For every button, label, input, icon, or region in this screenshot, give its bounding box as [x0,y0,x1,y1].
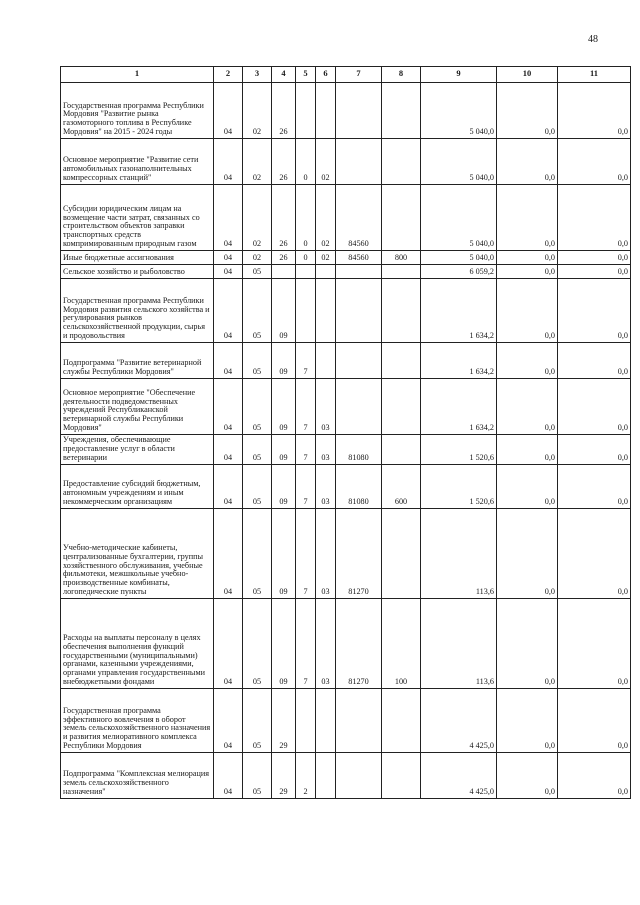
program-code-cell: 09 [272,465,296,509]
program-code-cell: 26 [272,251,296,265]
subsection-code-cell: 02 [243,83,272,139]
section-code-cell: 04 [214,689,243,753]
program-code-cell: 26 [272,139,296,185]
program-code-cell: 09 [272,435,296,465]
section-code-cell: 04 [214,599,243,689]
activity-code-cell [316,689,336,753]
section-code-cell: 04 [214,343,243,379]
direction-code-cell [336,689,382,753]
section-code-cell: 04 [214,251,243,265]
section-code-cell: 04 [214,379,243,435]
direction-code-cell: 81270 [336,509,382,599]
subprogram-code-cell: 0 [296,251,316,265]
subprogram-code-cell [296,279,316,343]
program-code-cell: 26 [272,185,296,251]
amount-year3-cell: 0,0 [558,83,631,139]
subprogram-code-cell: 0 [296,139,316,185]
amount-year1-cell: 113,6 [421,509,497,599]
direction-code-cell: 84560 [336,185,382,251]
direction-code-cell [336,279,382,343]
program-code-cell: 29 [272,689,296,753]
subprogram-code-cell: 7 [296,379,316,435]
amount-year2-cell: 0,0 [497,509,558,599]
budget-table [60,66,631,799]
column-header: 7 [336,67,382,83]
column-header: 2 [214,67,243,83]
expense-type-cell [382,753,421,799]
amount-year3-cell: 0,0 [558,599,631,689]
column-header: 10 [497,67,558,83]
amount-year1-cell: 1 520,6 [421,465,497,509]
section-code-cell: 04 [214,465,243,509]
subsection-code-cell: 05 [243,465,272,509]
amount-year2-cell: 0,0 [497,689,558,753]
amount-year3-cell: 0,0 [558,465,631,509]
activity-code-cell: 03 [316,599,336,689]
program-code-cell: 29 [272,753,296,799]
expense-type-cell [382,83,421,139]
table-header-row [61,67,631,83]
program-code-cell: 26 [272,83,296,139]
row-name-cell: Государственная программа Республики Мордовия "Развитие рынка газомоторного топлива в Республике Мордовия" на 2015 - 2024 годы [61,83,214,139]
row-name-cell: Государственная программа Республики Мордовия развития сельского хозяйства и регулирования рынков сельскохозяйственной продукции, сырья и продовольствия [61,279,214,343]
direction-code-cell: 84560 [336,251,382,265]
subsection-code-cell: 05 [243,509,272,599]
subsection-code-cell: 02 [243,251,272,265]
amount-year1-cell: 1 634,2 [421,379,497,435]
section-code-cell: 04 [214,83,243,139]
table-row [61,753,631,799]
row-name-cell: Сельское хозяйство и рыболовство [61,265,214,279]
amount-year1-cell: 6 059,2 [421,265,497,279]
program-code-cell: 09 [272,599,296,689]
row-name-cell: Иные бюджетные ассигнования [61,251,214,265]
expense-type-cell: 600 [382,465,421,509]
row-name-cell: Подпрограмма "Комплексная мелиорация земель сельскохозяйственного назначения" [61,753,214,799]
subprogram-code-cell: 7 [296,465,316,509]
row-name-cell: Подпрограмма "Развитие ветеринарной службы Республики Мордовия" [61,343,214,379]
amount-year3-cell: 0,0 [558,139,631,185]
activity-code-cell: 03 [316,509,336,599]
subprogram-code-cell [296,689,316,753]
program-code-cell [272,265,296,279]
subsection-code-cell: 05 [243,689,272,753]
page-number: 48 [588,34,598,45]
column-header: 9 [421,67,497,83]
amount-year1-cell: 1 634,2 [421,343,497,379]
amount-year1-cell: 4 425,0 [421,753,497,799]
direction-code-cell: 81080 [336,465,382,509]
table-row [61,251,631,265]
amount-year1-cell: 113,6 [421,599,497,689]
table-row [61,509,631,599]
amount-year3-cell: 0,0 [558,265,631,279]
activity-code-cell: 03 [316,435,336,465]
table-row [61,279,631,343]
subsection-code-cell: 05 [243,435,272,465]
amount-year3-cell: 0,0 [558,435,631,465]
amount-year2-cell: 0,0 [497,465,558,509]
amount-year2-cell: 0,0 [497,139,558,185]
row-name-cell: Учреждения, обеспечивающие предоставление услуг в области ветеринарии [61,435,214,465]
expense-type-cell [382,185,421,251]
table-row [61,265,631,279]
amount-year3-cell: 0,0 [558,251,631,265]
section-code-cell: 04 [214,753,243,799]
section-code-cell: 04 [214,509,243,599]
amount-year2-cell: 0,0 [497,343,558,379]
subsection-code-cell: 05 [243,753,272,799]
table-row [61,83,631,139]
subsection-code-cell: 05 [243,265,272,279]
amount-year2-cell: 0,0 [497,435,558,465]
expense-type-cell [382,379,421,435]
row-name-cell: Основное мероприятие "Развитие сети автомобильных газонаполнительных компрессорных станций" [61,139,214,185]
amount-year2-cell: 0,0 [497,185,558,251]
amount-year3-cell: 0,0 [558,279,631,343]
row-name-cell: Расходы на выплаты персоналу в целях обеспечения выполнения функций государственными (муниципальными) органами, казенными учреждениями, органами управления государственными внебюджетными фондами [61,599,214,689]
direction-code-cell [336,379,382,435]
table-row [61,379,631,435]
amount-year1-cell: 1 520,6 [421,435,497,465]
amount-year1-cell: 4 425,0 [421,689,497,753]
table-row [61,185,631,251]
subprogram-code-cell: 2 [296,753,316,799]
expense-type-cell: 800 [382,251,421,265]
section-code-cell: 04 [214,185,243,251]
activity-code-cell [316,83,336,139]
amount-year3-cell: 0,0 [558,753,631,799]
direction-code-cell [336,265,382,279]
expense-type-cell [382,435,421,465]
amount-year3-cell: 0,0 [558,689,631,753]
expense-type-cell [382,279,421,343]
program-code-cell: 09 [272,343,296,379]
expense-type-cell: 100 [382,599,421,689]
activity-code-cell: 03 [316,465,336,509]
table-row [61,465,631,509]
table-row [61,599,631,689]
amount-year3-cell: 0,0 [558,185,631,251]
amount-year1-cell: 5 040,0 [421,251,497,265]
amount-year3-cell: 0,0 [558,509,631,599]
program-code-cell: 09 [272,279,296,343]
direction-code-cell [336,343,382,379]
amount-year1-cell: 1 634,2 [421,279,497,343]
activity-code-cell [316,343,336,379]
activity-code-cell [316,279,336,343]
direction-code-cell: 81080 [336,435,382,465]
row-name-cell: Предоставление субсидий бюджетным, автономным учреждениям и иным некоммерческим организациям [61,465,214,509]
activity-code-cell [316,265,336,279]
column-header: 8 [382,67,421,83]
amount-year3-cell: 0,0 [558,379,631,435]
amount-year1-cell: 5 040,0 [421,83,497,139]
amount-year1-cell: 5 040,0 [421,139,497,185]
activity-code-cell: 02 [316,185,336,251]
section-code-cell: 04 [214,279,243,343]
subsection-code-cell: 02 [243,139,272,185]
column-header: 5 [296,67,316,83]
table-body [61,83,631,799]
subsection-code-cell: 05 [243,279,272,343]
amount-year3-cell: 0,0 [558,343,631,379]
program-code-cell: 09 [272,509,296,599]
expense-type-cell [382,689,421,753]
activity-code-cell: 03 [316,379,336,435]
table-row [61,435,631,465]
section-code-cell: 04 [214,139,243,185]
subprogram-code-cell: 7 [296,509,316,599]
column-header: 4 [272,67,296,83]
subprogram-code-cell [296,83,316,139]
direction-code-cell [336,139,382,185]
subsection-code-cell: 05 [243,379,272,435]
table-row [61,343,631,379]
subprogram-code-cell: 0 [296,185,316,251]
subsection-code-cell: 05 [243,343,272,379]
expense-type-cell [382,139,421,185]
table-row [61,689,631,753]
amount-year2-cell: 0,0 [497,251,558,265]
expense-type-cell [382,509,421,599]
activity-code-cell [316,753,336,799]
activity-code-cell: 02 [316,139,336,185]
row-name-cell: Учебно-методические кабинеты, централизованные бухгалтерии, группы хозяйственного обслуживания, учебные фильмотеки, межшкольные учебно-производственные комбинаты, логопедические пункты [61,509,214,599]
subprogram-code-cell: 7 [296,599,316,689]
subsection-code-cell: 02 [243,185,272,251]
row-name-cell: Государственная программа эффективного вовлечения в оборот земель сельскохозяйственного назначения и развития мелиоративного комплекса Республики Мордовия [61,689,214,753]
column-header: 1 [61,67,214,83]
subprogram-code-cell [296,265,316,279]
row-name-cell: Основное мероприятие "Обеспечение деятельности подведомственных учреждений Республиканской ветеринарной службы Республики Мордовия" [61,379,214,435]
amount-year2-cell: 0,0 [497,83,558,139]
amount-year2-cell: 0,0 [497,265,558,279]
section-code-cell: 04 [214,265,243,279]
table-row [61,139,631,185]
subprogram-code-cell: 7 [296,435,316,465]
activity-code-cell: 02 [316,251,336,265]
subprogram-code-cell: 7 [296,343,316,379]
amount-year2-cell: 0,0 [497,753,558,799]
program-code-cell: 09 [272,379,296,435]
subsection-code-cell: 05 [243,599,272,689]
section-code-cell: 04 [214,435,243,465]
expense-type-cell [382,343,421,379]
column-header: 3 [243,67,272,83]
amount-year2-cell: 0,0 [497,599,558,689]
amount-year2-cell: 0,0 [497,279,558,343]
column-header: 11 [558,67,631,83]
amount-year2-cell: 0,0 [497,379,558,435]
amount-year1-cell: 5 040,0 [421,185,497,251]
direction-code-cell [336,753,382,799]
column-header: 6 [316,67,336,83]
row-name-cell: Субсидии юридическим лицам на возмещение части затрат, связанных со строительством объектов заправки транспортных средств компримированным природным газом [61,185,214,251]
direction-code-cell [336,83,382,139]
expense-type-cell [382,265,421,279]
direction-code-cell: 81270 [336,599,382,689]
